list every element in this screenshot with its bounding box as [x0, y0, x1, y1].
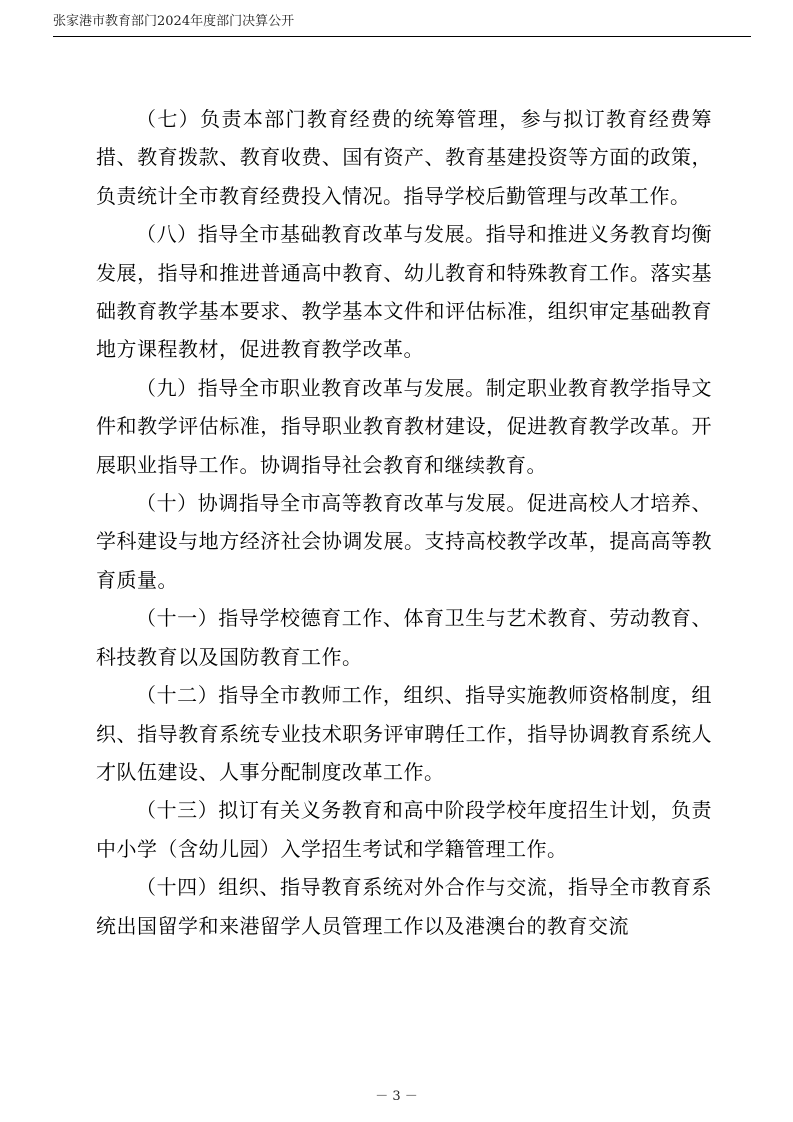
paragraph-10: （十）协调指导全市高等教育改革与发展。促进高校人才培养、学科建设与地方经济社会协调发展。支持高校教学改革，提高高等教育质量。	[96, 491, 712, 592]
page-header	[53, 12, 751, 37]
paragraph-9: （九）指导全市职业教育改革与发展。制定职业教育教学指导文件和教学评估标准，指导职业教育教材建设，促进教育教学改革。开展职业指导工作。协调指导社会教育和继续教育。	[96, 375, 712, 477]
paragraph-8: （八）指导全市基础教育改革与发展。指导和推进义务教育均衡发展，指导和推进普通高中教育、幼儿教育和特殊教育工作。落实基础教育教学基本要求、教学基本文件和评估标准，组织审定基础教育地方课程教材，促进教育教学改革。	[96, 222, 712, 362]
document-body	[96, 100, 712, 945]
paragraph-13: （十三）拟订有关义务教育和高中阶段学校年度招生计划，负责中小学（含幼儿园）入学招生考试和学籍管理工作。	[96, 798, 712, 861]
paragraph-12: （十二）指导全市教师工作，组织、指导实施教师资格制度，组织、指导教育系统专业技术职务评审聘任工作，指导协调教育系统人才队伍建设、人事分配制度改革工作。	[96, 683, 712, 784]
document-title: 张家港市教育部门2024年度部门决算公开	[53, 14, 295, 29]
paragraph-11: （十一）指导学校德育工作、体育卫生与艺术教育、劳动教育、科技教育以及国防教育工作。	[96, 606, 712, 669]
page-number: － 3 －	[375, 1089, 418, 1104]
paragraph-14: （十四）组织、指导教育系统对外合作与交流，指导全市教育系统出国留学和来港留学人员管理工作以及港澳台的教育交流	[96, 875, 712, 938]
paragraph-7: （七）负责本部门教育经费的统筹管理，参与拟订教育经费筹措、教育拨款、教育收费、国有资产、教育基建投资等方面的政策，负责统计全市教育经费投入情况。指导学校后勤管理与改革工作。	[96, 107, 712, 208]
